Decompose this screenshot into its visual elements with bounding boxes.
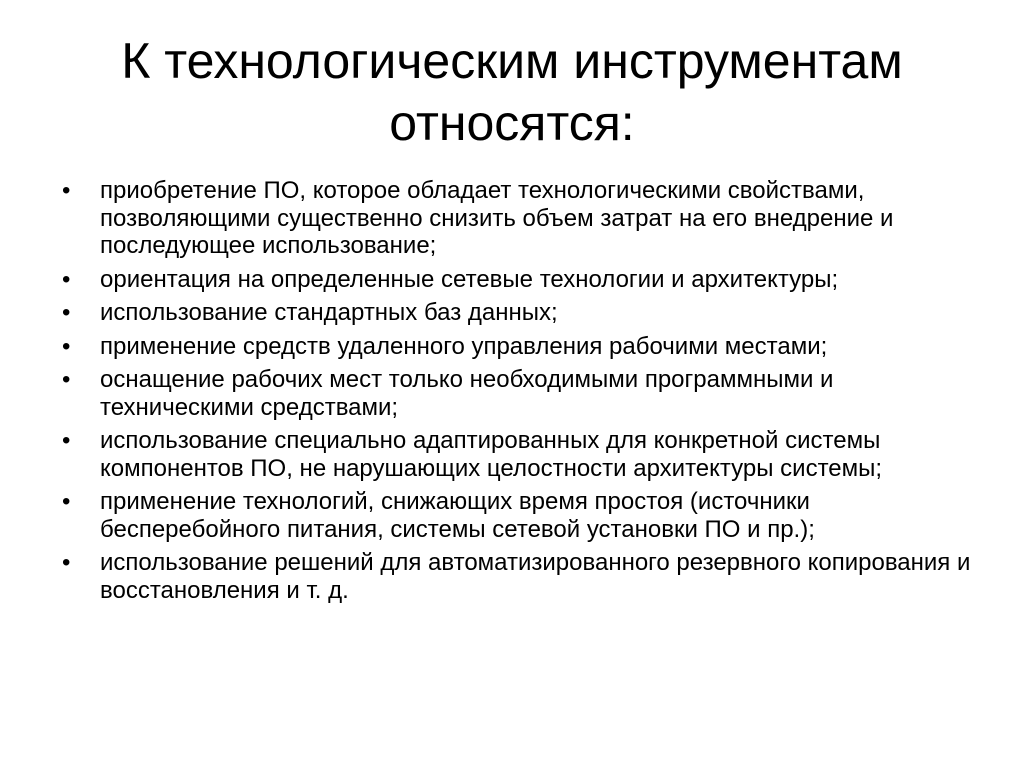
bullet-icon: • [62, 366, 71, 393]
bullet-item [62, 266, 982, 294]
slide-title-line-2: относятся: [389, 95, 635, 151]
bullet-text: применение технологий, снижающих время простоя (источники бесперебойного питания, системы сетевой установки ПО и пр.); [100, 488, 815, 543]
bullet-text: ориентация на определенные сетевые технологии и архитектуры; [100, 265, 839, 293]
bullet-icon: • [62, 265, 71, 293]
slide-title-line-1: К технологическим инструментам [121, 33, 903, 89]
bullet-item [62, 488, 982, 543]
bullet-text: приобретение ПО, которое обладает технологическими свойствами, позволяющими существенно снизить объем затрат на его внедрение и последующее использование; [100, 177, 894, 259]
bullet-item [62, 333, 982, 361]
bullet-item [62, 177, 982, 260]
bullet-item [62, 299, 982, 327]
bullet-item [62, 427, 982, 482]
bullet-icon: • [62, 177, 71, 204]
bullet-text: использование стандартных баз данных; [100, 299, 558, 326]
bullet-icon: • [62, 549, 71, 576]
bullet-text: использование специально адаптированных для конкретной системы компонентов ПО, не нарушающих целостности архитектуры системы; [100, 427, 883, 482]
slide-title [40, 30, 984, 154]
bullet-icon: • [62, 488, 71, 515]
bullet-item [62, 549, 982, 604]
bullet-text: использование решений для автоматизированного резервного копирования и восстановления и т. д. [100, 549, 971, 604]
bullet-text: применение средств удаленного управления рабочими местами; [100, 332, 828, 360]
bullet-list [62, 177, 982, 610]
bullet-item [62, 366, 982, 421]
bullet-icon: • [62, 299, 71, 326]
bullet-text: оснащение рабочих мест только необходимыми программными и техническими средствами; [100, 366, 834, 421]
bullet-icon: • [62, 427, 71, 454]
bullet-icon: • [62, 332, 71, 360]
